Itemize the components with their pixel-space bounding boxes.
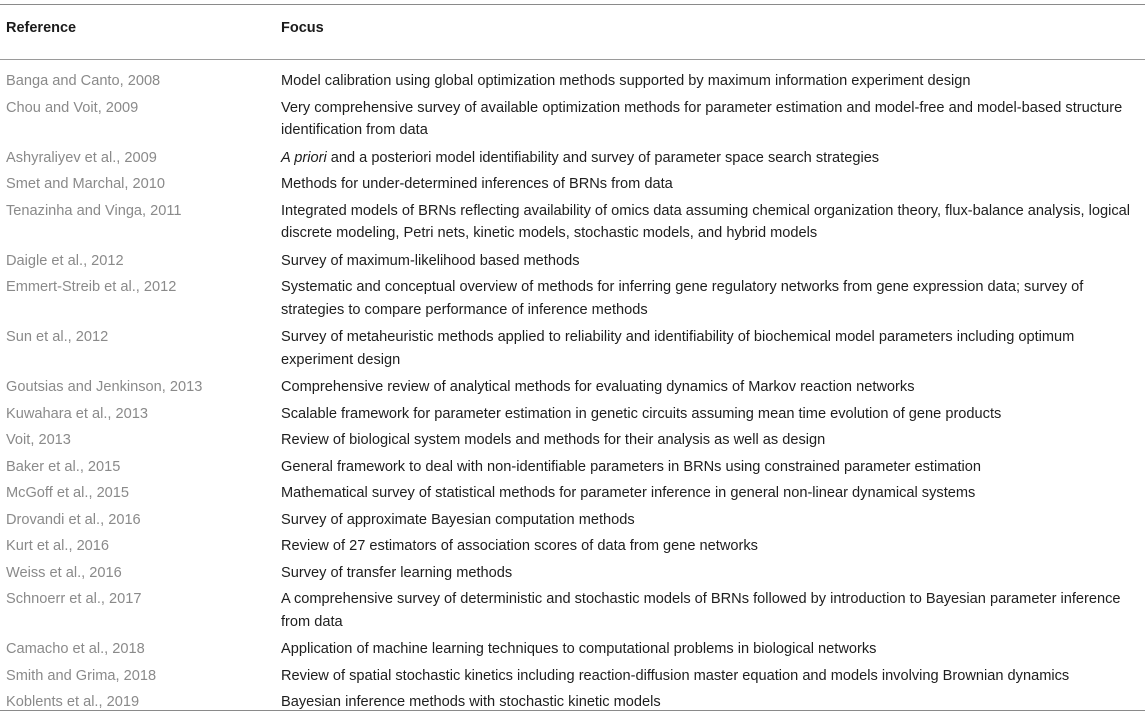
focus-cell (281, 403, 1145, 430)
table-row (0, 456, 1145, 483)
focus-text: Comprehensive review of analytical methods for evaluating dynamics of Markov reaction networks (281, 379, 915, 395)
table-row (0, 147, 1145, 174)
reference-cell: Banga and Canto, 2008 (6, 73, 161, 89)
focus-cell (281, 97, 1145, 147)
focus-text: Model calibration using global optimization methods supported by maximum information experiment design (281, 73, 971, 89)
table-header-rule (0, 59, 1145, 60)
table-row (0, 638, 1145, 665)
focus-text: Review of biological system models and methods for their analysis as well as design (281, 432, 826, 448)
table-top-rule (0, 4, 1145, 5)
focus-text: Scalable framework for parameter estimation in genetic circuits assuming mean time evolution of gene products (281, 405, 1002, 422)
focus-cell (281, 638, 1145, 665)
table-row (0, 691, 1145, 718)
table-row (0, 250, 1145, 277)
reference-cell: Baker et al., 2015 (6, 458, 121, 475)
reference-cell: Ashyraliyev et al., 2009 (6, 149, 157, 166)
focus-text: Methods for under-determined inferences of BRNs from data (281, 176, 673, 192)
focus-cell (281, 456, 1145, 483)
table-row (0, 665, 1145, 692)
focus-cell (281, 429, 1145, 456)
focus-text: Survey of metaheuristic methods applied to reliability and identifiability of biochemical model parameters including optimum experiment design (281, 329, 1075, 368)
focus-text: Survey of transfer learning methods (281, 564, 513, 581)
focus-cell (281, 276, 1145, 326)
focus-cell (281, 173, 1145, 200)
table-row (0, 173, 1145, 200)
focus-text: General framework to deal with non-identifiable parameters in BRNs using constrained parameter estimation (281, 458, 982, 475)
focus-text: and a posteriori model identifiability and survey of parameter space search strategies (326, 149, 880, 166)
reference-cell: McGoff et al., 2015 (6, 485, 130, 501)
focus-text: A comprehensive survey of deterministic and stochastic models of BRNs followed by introduction to Bayesian parameter inference from data (281, 591, 1121, 630)
focus-text: Mathematical survey of statistical methods for parameter inference in general non-linear dynamical systems (281, 485, 976, 501)
table-row (0, 376, 1145, 403)
focus-cell (281, 200, 1145, 250)
table-row (0, 482, 1145, 509)
table-row (0, 326, 1145, 376)
table-bottom-rule (0, 710, 1145, 711)
table-row (0, 276, 1145, 326)
reference-cell: Kurt et al., 2016 (6, 538, 110, 554)
header-focus: Focus (281, 20, 324, 36)
focus-cell (281, 70, 1145, 97)
focus-cell (281, 326, 1145, 376)
focus-cell (281, 562, 1145, 589)
focus-text: Very comprehensive survey of available optimization methods for parameter estimation and model-free and model-based structure identification from data (281, 99, 1123, 138)
focus-text: Review of spatial stochastic kinetics including reaction-diffusion master equation and models involving Brownian dynamics (281, 667, 1070, 684)
reference-cell: Drovandi et al., 2016 (6, 511, 141, 528)
reference-cell: Schnoerr et al., 2017 (6, 591, 142, 607)
table-body (0, 70, 1145, 718)
focus-cell (281, 535, 1145, 562)
reference-cell: Emmert-Streib et al., 2012 (6, 279, 177, 295)
reference-cell: Voit, 2013 (6, 432, 71, 448)
reference-cell: Weiss et al., 2016 (6, 564, 122, 581)
table-row (0, 562, 1145, 589)
reference-cell: Tenazinha and Vinga, 2011 (6, 202, 182, 219)
reference-cell: Chou and Voit, 2009 (6, 99, 139, 116)
table-header (0, 20, 1145, 42)
reference-cell: Daigle et al., 2012 (6, 252, 124, 269)
reference-cell: Smet and Marchal, 2010 (6, 176, 165, 192)
focus-cell (281, 691, 1145, 718)
focus-cell (281, 250, 1145, 277)
focus-cell (281, 665, 1145, 692)
table-row (0, 200, 1145, 250)
reference-cell: Camacho et al., 2018 (6, 641, 145, 657)
focus-text: Review of 27 estimators of association scores of data from gene networks (281, 538, 758, 554)
reference-cell: Koblents et al., 2019 (6, 694, 140, 710)
focus-text: Bayesian inference methods with stochastic kinetic models (281, 694, 661, 710)
focus-cell (281, 588, 1145, 638)
table-row (0, 429, 1145, 456)
reference-cell: Sun et al., 2012 (6, 329, 109, 345)
focus-text: Integrated models of BRNs reflecting availability of omics data assuming chemical organization theory, flux-balance analysis, logical discrete modeling, Petri nets, kinetic models, stochastic models, and hybrid models (281, 202, 1131, 241)
focus-text: Survey of maximum-likelihood based methods (281, 252, 580, 269)
reference-cell: Kuwahara et al., 2013 (6, 405, 148, 422)
table-row (0, 70, 1145, 97)
focus-cell (281, 509, 1145, 536)
focus-cell (281, 376, 1145, 403)
header-reference: Reference (6, 20, 77, 36)
table-row (0, 588, 1145, 638)
focus-cell (281, 482, 1145, 509)
reference-cell: Goutsias and Jenkinson, 2013 (6, 379, 203, 395)
table-row (0, 509, 1145, 536)
focus-cell (281, 147, 1145, 174)
table-row (0, 535, 1145, 562)
table-row (0, 97, 1145, 147)
focus-text: Survey of approximate Bayesian computation methods (281, 511, 635, 528)
reference-cell: Smith and Grima, 2018 (6, 667, 157, 684)
table-row (0, 403, 1145, 430)
focus-text: Application of machine learning techniques to computational problems in biological networks (281, 641, 877, 657)
focus-italic-text: A priori (281, 149, 327, 166)
focus-text: Systematic and conceptual overview of methods for inferring gene regulatory networks from gene expression data; survey of strategies to compare performance of inference methods (281, 279, 1084, 318)
